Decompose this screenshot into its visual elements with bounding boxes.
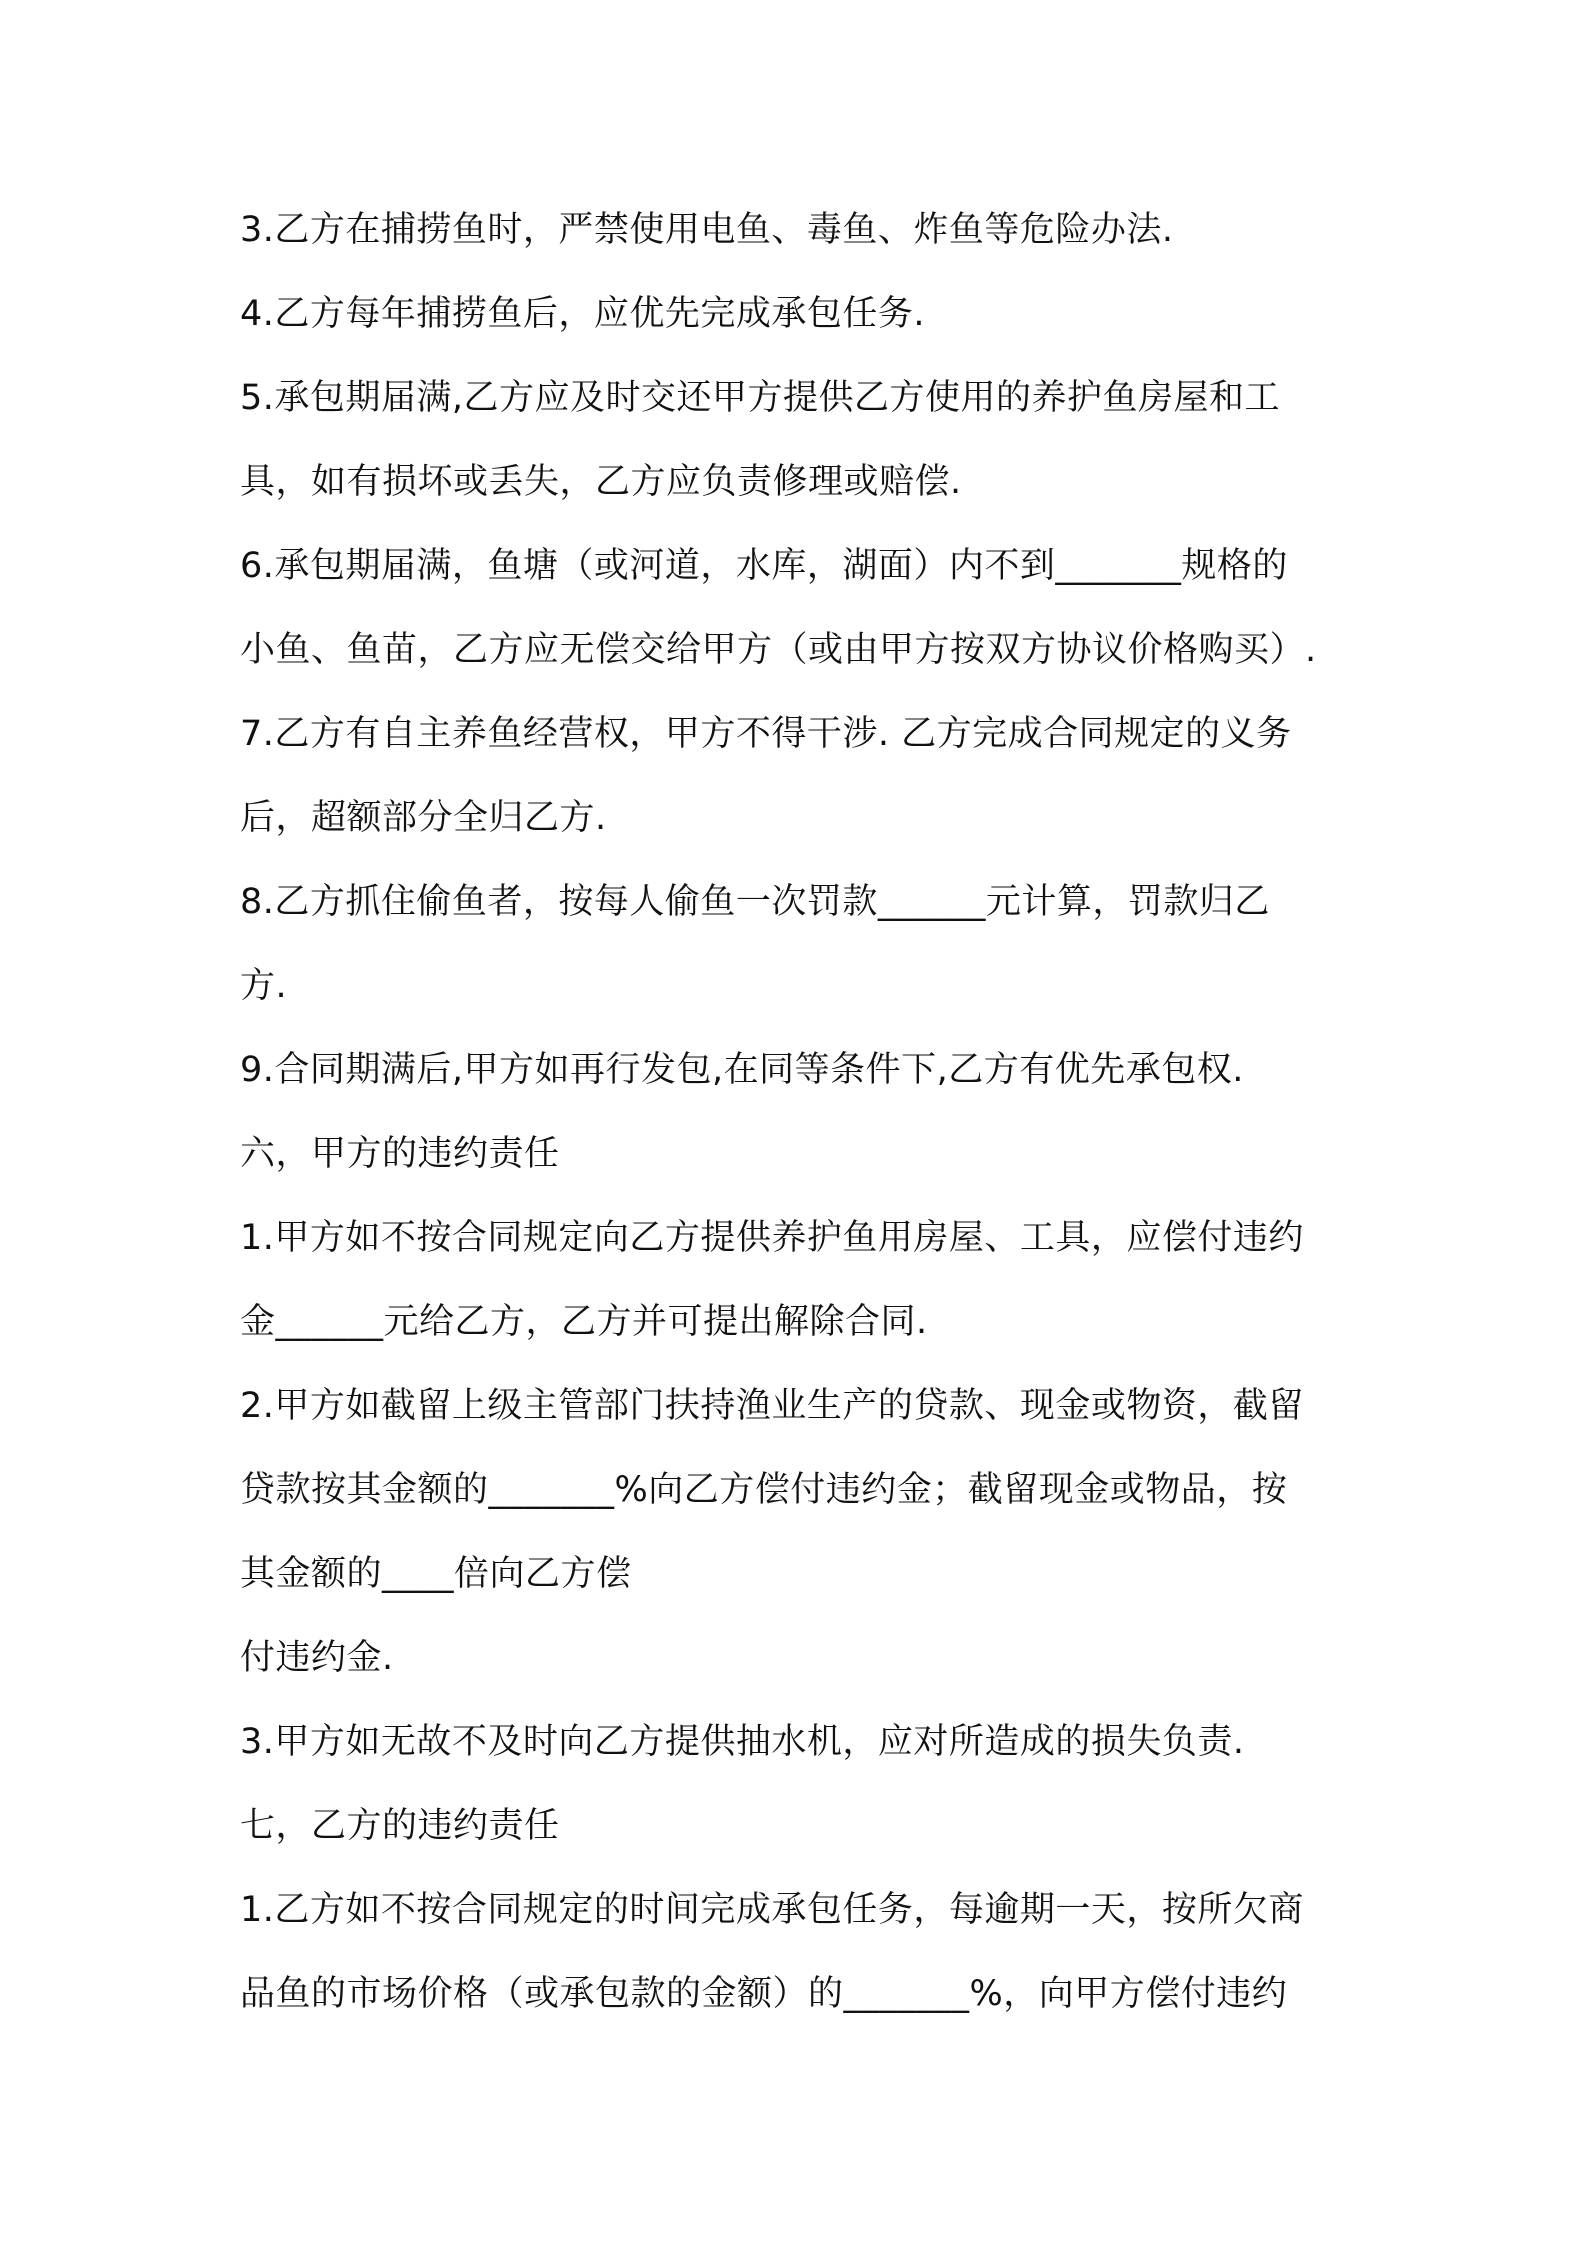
document-body <box>240 195 1360 2043</box>
text-line: 其金额的____倍向乙方偿 <box>240 1554 632 1594</box>
text-line: 具，如有损坏或丢失，乙方应负责修理或赔偿. <box>240 462 962 502</box>
section-heading: 六，甲方的违约责任 <box>240 1134 560 1174</box>
text-line: 小鱼、鱼苗，乙方应无偿交给甲方（或由甲方按双方协议价格购买）. <box>240 630 1317 670</box>
text-line: 2.甲方如截留上级主管部门扶持渔业生产的贷款、现金或物资，截留 <box>240 1386 1304 1426</box>
text-line: 后，超额部分全归乙方. <box>240 798 607 838</box>
text-line: 方. <box>240 966 288 1006</box>
text-line: 7.乙方有自主养鱼经营权，甲方不得干涉. 乙方完成合同规定的义务 <box>240 714 1292 754</box>
text-line: 3.乙方在捕捞鱼时，严禁使用电鱼、毒鱼、炸鱼等危险办法. <box>240 210 1174 250</box>
text-line: 4.乙方每年捕捞鱼后，应优先完成承包任务. <box>240 294 926 334</box>
text-line: 8.乙方抓住偷鱼者，按每人偷鱼一次罚款______元计算，罚款归乙 <box>240 882 1270 922</box>
text-line: 品鱼的市场价格（或承包款的金额）的_______%，向甲方偿付违约 <box>240 1974 1288 2014</box>
text-line: 贷款按其金额的_______%向乙方偿付违约金；截留现金或物品，按 <box>240 1470 1288 1510</box>
text-line: 5.承包期届满,乙方应及时交还甲方提供乙方使用的养护鱼房屋和工 <box>240 378 1281 418</box>
text-line: 9.合同期满后,甲方如再行发包,在同等条件下,乙方有优先承包权. <box>240 1050 1244 1090</box>
text-line: 6.承包期届满，鱼塘（或河道，水库，湖面）内不到_______规格的 <box>240 546 1288 586</box>
text-line: 3.甲方如无故不及时向乙方提供抽水机，应对所造成的损失负责. <box>240 1722 1245 1762</box>
text-line: 1.甲方如不按合同规定向乙方提供养护鱼用房屋、工具，应偿付违约 <box>240 1218 1304 1258</box>
text-line: 1.乙方如不按合同规定的时间完成承包任务，每逾期一天，按所欠商 <box>240 1890 1304 1930</box>
text-line: 金______元给乙方，乙方并可提出解除合同. <box>240 1302 928 1342</box>
section-heading: 七，乙方的违约责任 <box>240 1806 560 1846</box>
text-line: 付违约金. <box>240 1638 394 1678</box>
